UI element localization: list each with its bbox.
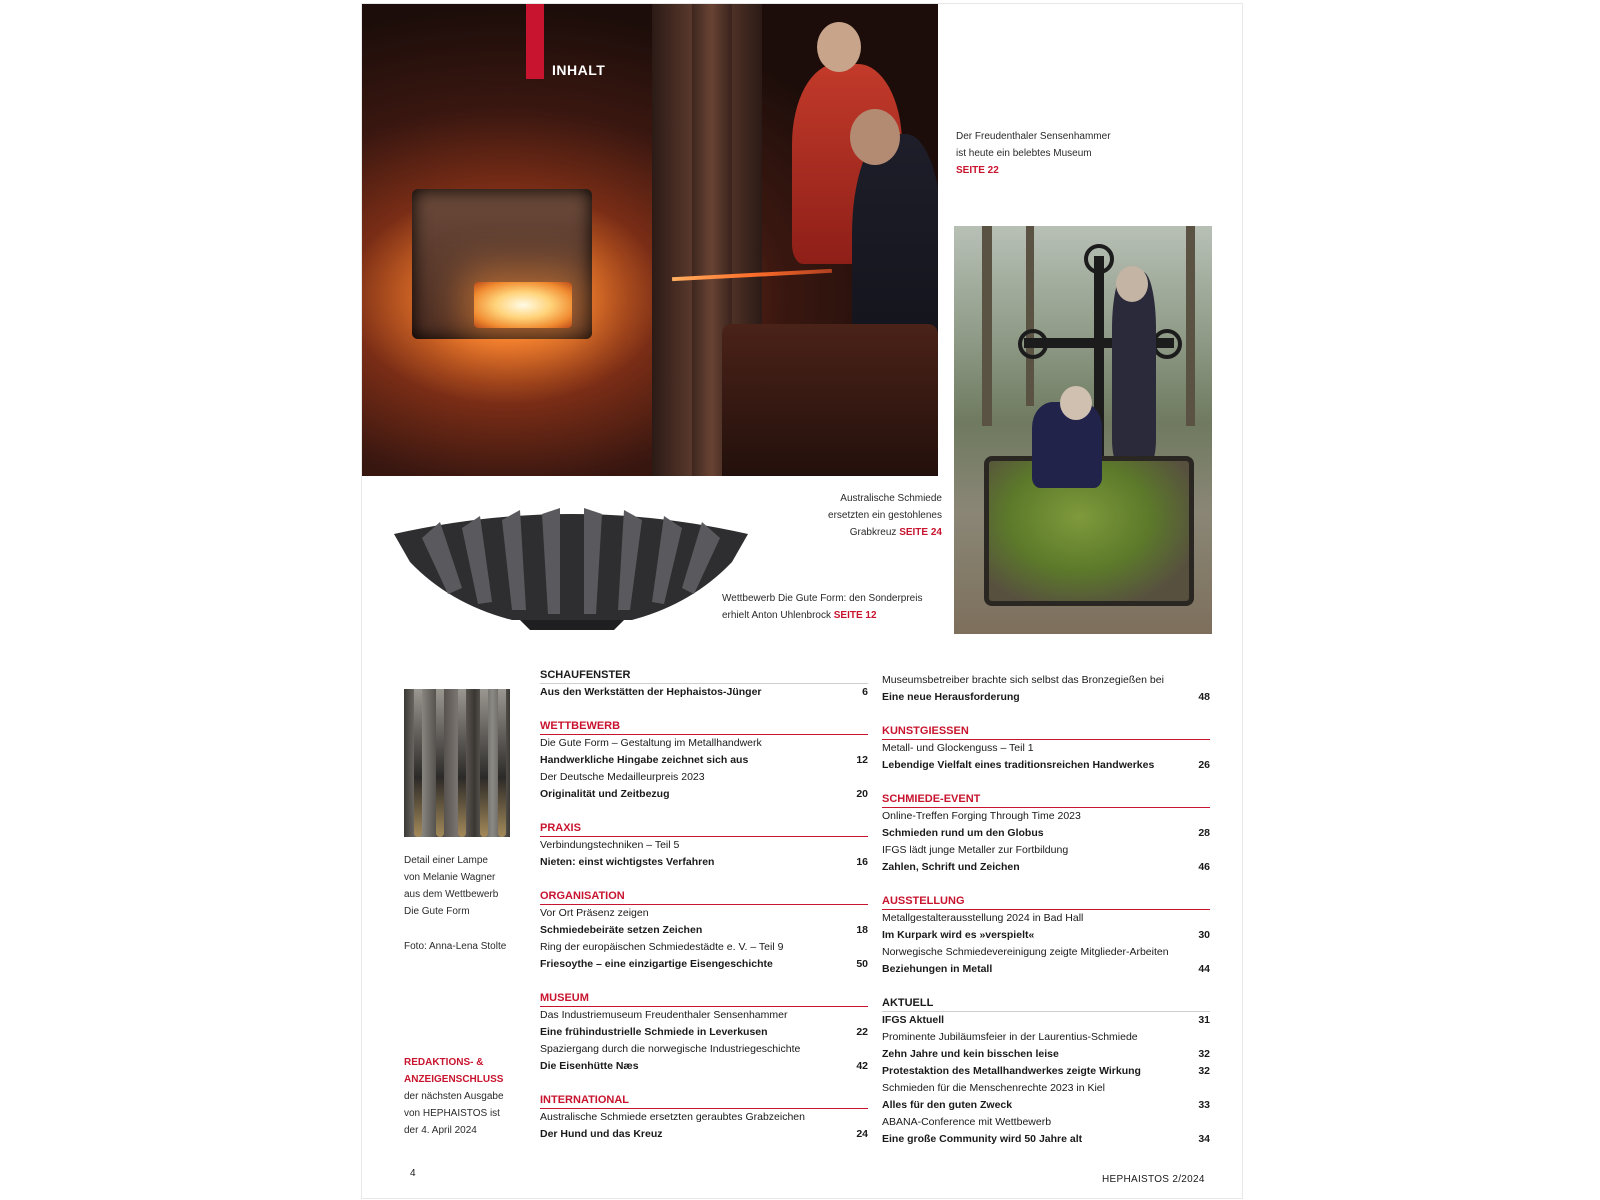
toc-section	[540, 1093, 868, 1143]
toc-item[interactable]	[540, 854, 868, 871]
toc-item[interactable]	[540, 752, 868, 769]
toc-item-intro: Online-Treffen Forging Through Time 2023	[882, 810, 1081, 822]
toc-item[interactable]	[540, 1058, 868, 1075]
toc-section	[540, 991, 868, 1075]
toc-item-title: Der Hund und das Kreuz	[540, 1128, 663, 1140]
toc-item-page: 42	[856, 1060, 868, 1072]
toc-item[interactable]	[540, 1126, 868, 1143]
toc-item-intro: ABANA-Conference mit Wettbewerb	[882, 1116, 1052, 1128]
toc-section-heading: KUNSTGIESSEN	[882, 724, 1210, 740]
toc-item[interactable]	[540, 786, 868, 803]
toc-item-title: Eine große Community wird 50 Jahre alt	[882, 1133, 1083, 1145]
toc-item-page: 34	[1198, 1133, 1210, 1145]
toc-item-page: 6	[862, 686, 868, 698]
toc-section-heading: SCHMIEDE-EVENT	[882, 792, 1210, 808]
toc-item[interactable]	[882, 1097, 1210, 1114]
toc-item-intro: Ring der europäischen Schmiedestädte e. V. – Teil 9	[540, 941, 784, 953]
toc-item[interactable]	[540, 956, 868, 973]
cross-photo	[954, 226, 1212, 634]
bowl-sculpture	[392, 492, 752, 632]
toc-item-page: 12	[856, 754, 868, 766]
toc-item-title: Im Kurpark wird es »verspielt«	[882, 929, 1035, 941]
toc-section-heading: INTERNATIONAL	[540, 1093, 868, 1109]
toc-item-intro: Vor Ort Präsenz zeigen	[540, 907, 649, 919]
toc-item-page: 26	[1198, 759, 1210, 771]
toc-item-intro: Metallgestalterausstellung 2024 in Bad Hall	[882, 912, 1084, 924]
photo-credit: Foto: Anna-Lena Stolte	[404, 941, 507, 952]
toc-item-intro: Norwegische Schmiedevereinigung zeigte Mitglieder-Arbeiten	[882, 946, 1169, 958]
museum-caption: Der Freudenthaler Sensenhammer ist heute ein belebtes Museum SEITE 22	[956, 131, 1111, 176]
toc-right-column	[882, 672, 1210, 1166]
bowl-caption: Wettbewerb Die Gute Form: den Sonderpreis erhielt Anton Uhlenbrock SEITE 12	[722, 593, 923, 621]
toc-item-title: Alles für den guten Zweck	[882, 1099, 1013, 1111]
toc-item-title: Die Eisenhütte Næs	[540, 1060, 639, 1072]
toc-item-page: 33	[1198, 1099, 1210, 1111]
page-title: INHALT	[552, 62, 606, 78]
toc-item-intro: Die Gute Form – Gestaltung im Metallhandwerk	[540, 737, 762, 749]
page-number: 4	[410, 1168, 416, 1179]
toc-section-heading: ORGANISATION	[540, 889, 868, 905]
toc-item-title: Schmieden rund um den Globus	[882, 827, 1044, 839]
cross-caption: Australische Schmiede ersetzten ein gestohlenes Grabkreuz SEITE 24	[828, 493, 942, 538]
toc-section	[540, 821, 868, 871]
toc-item-page: 20	[856, 788, 868, 800]
toc-item[interactable]	[882, 1012, 1210, 1029]
toc-item[interactable]	[882, 757, 1210, 774]
toc-item[interactable]	[540, 684, 868, 701]
toc-section	[882, 996, 1210, 1148]
toc-item-title: Zahlen, Schrift und Zeichen	[882, 861, 1020, 873]
toc-item[interactable]	[540, 922, 868, 939]
toc-section	[882, 894, 1210, 978]
toc-item-page: 44	[1198, 963, 1210, 975]
toc-item-intro: Museumsbetreiber brachte sich selbst das Bronzegießen bei	[882, 674, 1164, 686]
toc-section-heading: SCHAUFENSTER	[540, 668, 868, 684]
toc-item-title: Zehn Jahre und kein bisschen leise	[882, 1048, 1059, 1060]
toc-item-page: 48	[1198, 691, 1210, 703]
lamp-caption: Detail einer Lampe von Melanie Wagner aus dem Wettbewerb Die Gute Form	[404, 855, 499, 917]
toc-item-intro: Spaziergang durch die norwegische Industriegeschichte	[540, 1043, 801, 1055]
section-marker	[526, 4, 544, 79]
toc-item[interactable]	[540, 1024, 868, 1041]
toc-item[interactable]	[882, 1063, 1210, 1080]
toc-section	[882, 672, 1210, 706]
toc-item-page: 50	[856, 958, 868, 970]
toc-item-intro: IFGS lädt junge Metaller zur Fortbildung	[882, 844, 1069, 856]
toc-item-title: Schmiedebeiräte setzen Zeichen	[540, 924, 703, 936]
toc-section-heading: PRAXIS	[540, 821, 868, 837]
toc-section-heading: AUSSTELLUNG	[882, 894, 1210, 910]
toc-item-title: Eine frühindustrielle Schmiede in Leverkusen	[540, 1026, 768, 1038]
deadline-note: REDAKTIONS- & ANZEIGENSCHLUSS der nächsten Ausgabe von HEPHAISTOS ist der 4. April 2024	[404, 1057, 504, 1136]
toc-item-intro: Australische Schmiede ersetzten geraubtes Grabzeichen	[540, 1111, 805, 1123]
toc-section-heading: MUSEUM	[540, 991, 868, 1007]
toc-section	[540, 668, 868, 701]
toc-item-intro: Metall- und Glockenguss – Teil 1	[882, 742, 1034, 754]
toc-item-title: IFGS Aktuell	[882, 1014, 945, 1026]
toc-left-column	[540, 668, 868, 1161]
toc-item-title: Protestaktion des Metallhandwerkes zeigte Wirkung	[882, 1065, 1141, 1077]
toc-item-intro: Schmieden für die Menschenrechte 2023 in Kiel	[882, 1082, 1105, 1094]
toc-item-title: Friesoythe – eine einzigartige Eisengeschichte	[540, 958, 773, 970]
toc-item-title: Lebendige Vielfalt eines traditionsreichen Handwerkes	[882, 759, 1155, 771]
toc-section	[540, 719, 868, 803]
toc-item[interactable]	[882, 961, 1210, 978]
toc-item-page: 18	[856, 924, 868, 936]
toc-item-intro: Der Deutsche Medailleurpreis 2023	[540, 771, 705, 783]
toc-item-page: 32	[1198, 1065, 1210, 1077]
forge-photo	[362, 4, 938, 476]
toc-section-heading: AKTUELL	[882, 996, 1210, 1012]
toc-item[interactable]	[882, 1046, 1210, 1063]
toc-item-page: 16	[856, 856, 868, 868]
toc-item[interactable]	[882, 927, 1210, 944]
toc-item-page: 22	[856, 1026, 868, 1038]
toc-item-title: Nieten: einst wichtigstes Verfahren	[540, 856, 715, 868]
toc-item-page: 46	[1198, 861, 1210, 873]
toc-item-title: Handwerkliche Hingabe zeichnet sich aus	[540, 754, 749, 766]
toc-item-title: Eine neue Herausforderung	[882, 691, 1020, 703]
toc-item[interactable]	[882, 859, 1210, 876]
magazine-issue: HEPHAISTOS 2/2024	[1102, 1174, 1205, 1185]
magazine-page	[362, 4, 1242, 1198]
toc-item-title: Beziehungen in Metall	[882, 963, 993, 975]
toc-item[interactable]	[882, 1131, 1210, 1148]
toc-section	[882, 792, 1210, 876]
toc-item-title: Aus den Werkstätten der Hephaistos-Jünger	[540, 686, 762, 698]
toc-item[interactable]	[882, 689, 1210, 706]
toc-item-intro: Prominente Jubiläumsfeier in der Laurentius-Schmiede	[882, 1031, 1138, 1043]
toc-section-heading: WETTBEWERB	[540, 719, 868, 735]
toc-item-page: 30	[1198, 929, 1210, 941]
toc-item-intro: Das Industriemuseum Freudenthaler Sensenhammer	[540, 1009, 788, 1021]
toc-section	[540, 889, 868, 973]
lamp-detail-photo	[404, 689, 510, 837]
toc-item-page: 31	[1198, 1014, 1210, 1026]
toc-item-page: 24	[856, 1128, 868, 1140]
toc-item[interactable]	[882, 825, 1210, 842]
toc-item-page: 32	[1198, 1048, 1210, 1060]
toc-item-intro: Verbindungstechniken – Teil 5	[540, 839, 680, 851]
toc-item-page: 28	[1198, 827, 1210, 839]
toc-item-title: Originalität und Zeitbezug	[540, 788, 670, 800]
toc-section	[882, 724, 1210, 774]
